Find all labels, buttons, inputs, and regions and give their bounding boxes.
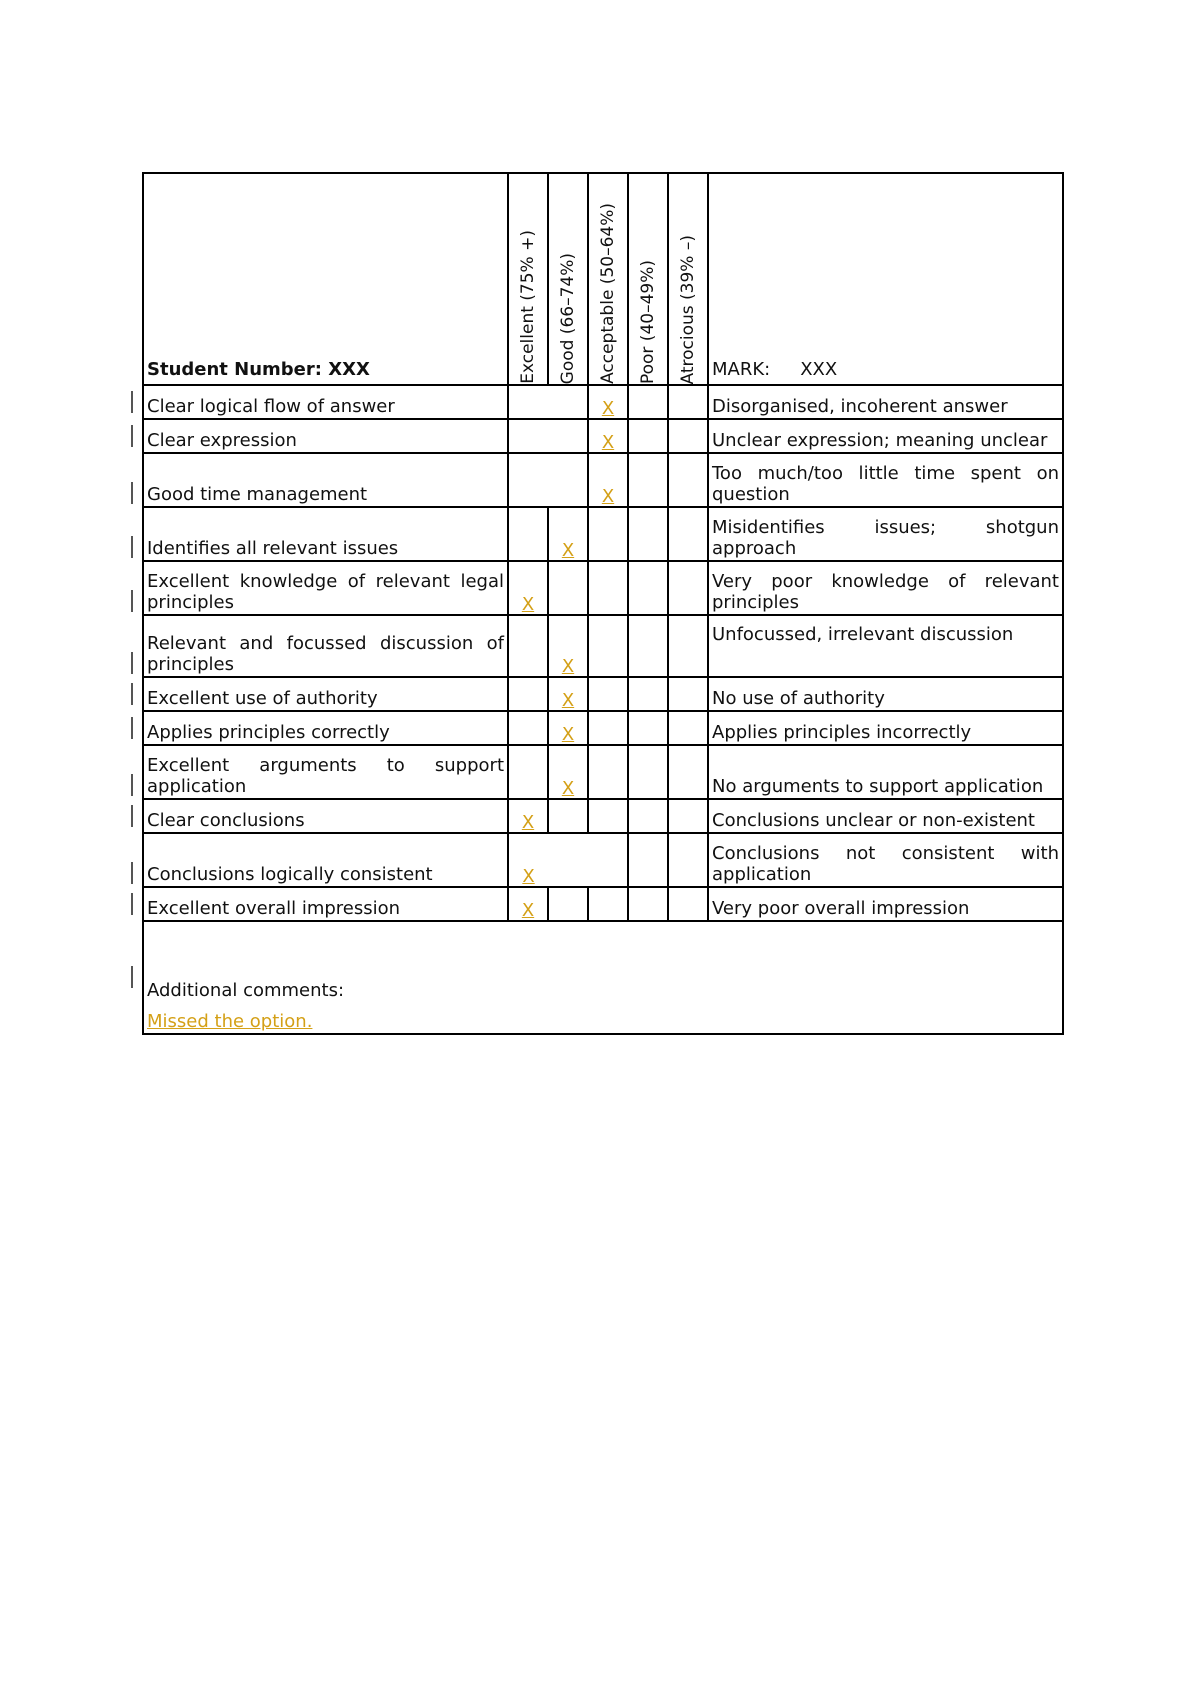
grade-label: Poor (40–49%) <box>638 259 658 384</box>
grade-cell <box>588 711 628 745</box>
grade-cell <box>548 561 588 615</box>
grade-mark: X <box>521 594 535 615</box>
grade-cell <box>668 833 708 887</box>
grade-cell <box>548 385 588 419</box>
change-bar <box>131 425 133 447</box>
change-bar <box>131 717 133 739</box>
criterion-row <box>143 677 1063 711</box>
grade-cell[interactable] <box>548 677 588 711</box>
grade-mark: X <box>601 486 615 507</box>
grade-cell <box>508 677 548 711</box>
criterion-negative: Unclear expression; meaning unclear <box>708 419 1063 453</box>
grade-cell <box>588 833 628 887</box>
criterion-negative: Very poor overall impression <box>708 887 1063 921</box>
grade-cell <box>548 887 588 921</box>
criterion-positive: Applies principles correctly <box>143 711 508 745</box>
change-bar <box>131 536 133 558</box>
criterion-negative: Too much/too little time spent on question <box>708 453 1063 507</box>
grade-cell <box>628 711 668 745</box>
criterion-negative: Unfocussed, irrelevant discussion <box>708 615 1063 677</box>
grade-cell <box>668 887 708 921</box>
grade-header-good <box>548 173 588 385</box>
criterion-negative: Very poor knowledge of relevant principles <box>708 561 1063 615</box>
rubric-table <box>142 172 1064 1035</box>
change-bar <box>131 652 133 674</box>
grade-cell <box>628 453 668 507</box>
grade-cell <box>628 887 668 921</box>
grade-header-excellent <box>508 173 548 385</box>
criterion-negative: Conclusions unclear or non-existent <box>708 799 1063 833</box>
grade-cell <box>588 799 628 833</box>
criterion-negative: Misidentifies issues; shotgun approach <box>708 507 1063 561</box>
grade-cell <box>668 419 708 453</box>
grade-cell <box>668 615 708 677</box>
grade-cell <box>548 453 588 507</box>
grade-cell <box>628 833 668 887</box>
grade-cell[interactable] <box>548 507 588 561</box>
mark-header <box>708 173 1063 385</box>
mark-label: MARK: <box>712 359 771 380</box>
grade-cell <box>628 677 668 711</box>
grade-cell <box>588 745 628 799</box>
criterion-positive: Clear expression <box>143 419 508 453</box>
grade-cell[interactable] <box>588 453 628 507</box>
grade-cell <box>548 799 588 833</box>
grade-cell <box>628 745 668 799</box>
header-row <box>143 173 1063 385</box>
grade-cell <box>628 799 668 833</box>
grade-cell <box>508 711 548 745</box>
grade-cell <box>588 507 628 561</box>
grade-cell <box>668 561 708 615</box>
grade-cell[interactable] <box>548 745 588 799</box>
grade-cell <box>628 561 668 615</box>
grade-mark: X <box>561 778 575 799</box>
criterion-row <box>143 385 1063 419</box>
criterion-positive: Excellent overall impression <box>143 887 508 921</box>
grade-cell <box>508 453 548 507</box>
grade-cell <box>628 385 668 419</box>
grade-cell <box>548 833 588 887</box>
grade-mark: X <box>561 540 575 561</box>
criterion-positive: Relevant and focussed discussion of principles <box>143 615 508 677</box>
grade-cell[interactable] <box>508 833 548 887</box>
grade-cell <box>668 799 708 833</box>
grade-cell[interactable] <box>588 385 628 419</box>
criterion-negative: Conclusions not consistent with application <box>708 833 1063 887</box>
grade-label: Excellent (75% +) <box>518 230 538 384</box>
criterion-negative: No arguments to support application <box>708 745 1063 799</box>
criterion-negative: Disorganised, incoherent answer <box>708 385 1063 419</box>
criterion-positive: Identifies all relevant issues <box>143 507 508 561</box>
grade-header-acceptable <box>588 173 628 385</box>
grade-header-poor <box>628 173 668 385</box>
change-bar <box>131 893 133 915</box>
grade-mark: X <box>601 398 615 419</box>
criterion-positive: Conclusions logically consistent <box>143 833 508 887</box>
grade-label: Good (66–74%) <box>558 252 578 384</box>
grade-mark: X <box>522 866 535 887</box>
grade-cell <box>668 711 708 745</box>
criterion-row <box>143 833 1063 887</box>
grade-cell <box>588 615 628 677</box>
grade-cell <box>668 677 708 711</box>
criterion-positive: Clear conclusions <box>143 799 508 833</box>
grade-mark: X <box>601 432 615 453</box>
comments-row <box>143 921 1063 1034</box>
grade-cell <box>508 419 548 453</box>
grade-cell <box>508 745 548 799</box>
grade-cell <box>628 507 668 561</box>
grade-cell[interactable] <box>548 711 588 745</box>
criterion-row <box>143 745 1063 799</box>
mark-value: XXX <box>800 359 838 380</box>
change-bar <box>131 966 133 988</box>
grade-cell <box>508 507 548 561</box>
grade-cell[interactable] <box>548 615 588 677</box>
marking-rubric <box>142 172 1062 1035</box>
criterion-row <box>143 711 1063 745</box>
criterion-positive: Excellent knowledge of relevant legal principles <box>143 561 508 615</box>
criterion-row <box>143 453 1063 507</box>
grade-cell <box>628 419 668 453</box>
criterion-positive: Excellent use of authority <box>143 677 508 711</box>
grade-mark: X <box>561 690 575 711</box>
criterion-negative: Applies principles incorrectly <box>708 711 1063 745</box>
criterion-row <box>143 799 1063 833</box>
grade-mark: X <box>561 724 575 745</box>
grade-cell <box>668 745 708 799</box>
grade-cell <box>508 385 548 419</box>
change-bar <box>131 482 133 504</box>
grade-cell <box>628 615 668 677</box>
grade-cell[interactable] <box>508 887 548 921</box>
criterion-positive: Clear logical flow of answer <box>143 385 508 419</box>
grade-mark: X <box>521 812 535 833</box>
grade-cell <box>508 615 548 677</box>
grade-mark: X <box>521 900 535 921</box>
change-bar <box>131 805 133 827</box>
grade-cell <box>588 887 628 921</box>
grade-label: Atrocious (39% –) <box>678 234 698 384</box>
criterion-row <box>143 561 1063 615</box>
criterion-positive: Excellent arguments to support application <box>143 745 508 799</box>
grade-cell <box>588 677 628 711</box>
change-bar <box>131 774 133 796</box>
criterion-row <box>143 615 1063 677</box>
grade-cell <box>668 507 708 561</box>
comments-cell[interactable] <box>143 921 1063 1034</box>
comments-text: Missed the option. <box>147 1011 313 1032</box>
grade-cell[interactable] <box>588 419 628 453</box>
grade-header-atrocious <box>668 173 708 385</box>
criterion-row <box>143 887 1063 921</box>
grade-cell <box>588 561 628 615</box>
student-number: Student Number: XXX <box>143 173 508 385</box>
grade-label: Acceptable (50–64%) <box>598 203 618 384</box>
grade-mark: X <box>561 656 575 677</box>
grade-cell <box>668 385 708 419</box>
criterion-positive: Good time management <box>143 453 508 507</box>
change-bar <box>131 590 133 612</box>
grade-cell <box>668 453 708 507</box>
criterion-row <box>143 419 1063 453</box>
change-bar <box>131 391 133 413</box>
criterion-row <box>143 507 1063 561</box>
grade-cell <box>548 419 588 453</box>
change-bar <box>131 683 133 705</box>
criterion-negative: No use of authority <box>708 677 1063 711</box>
change-bar <box>131 862 133 884</box>
grade-cell[interactable] <box>508 561 548 615</box>
comments-label: Additional comments: <box>147 980 345 1001</box>
grade-cell[interactable] <box>508 799 548 833</box>
